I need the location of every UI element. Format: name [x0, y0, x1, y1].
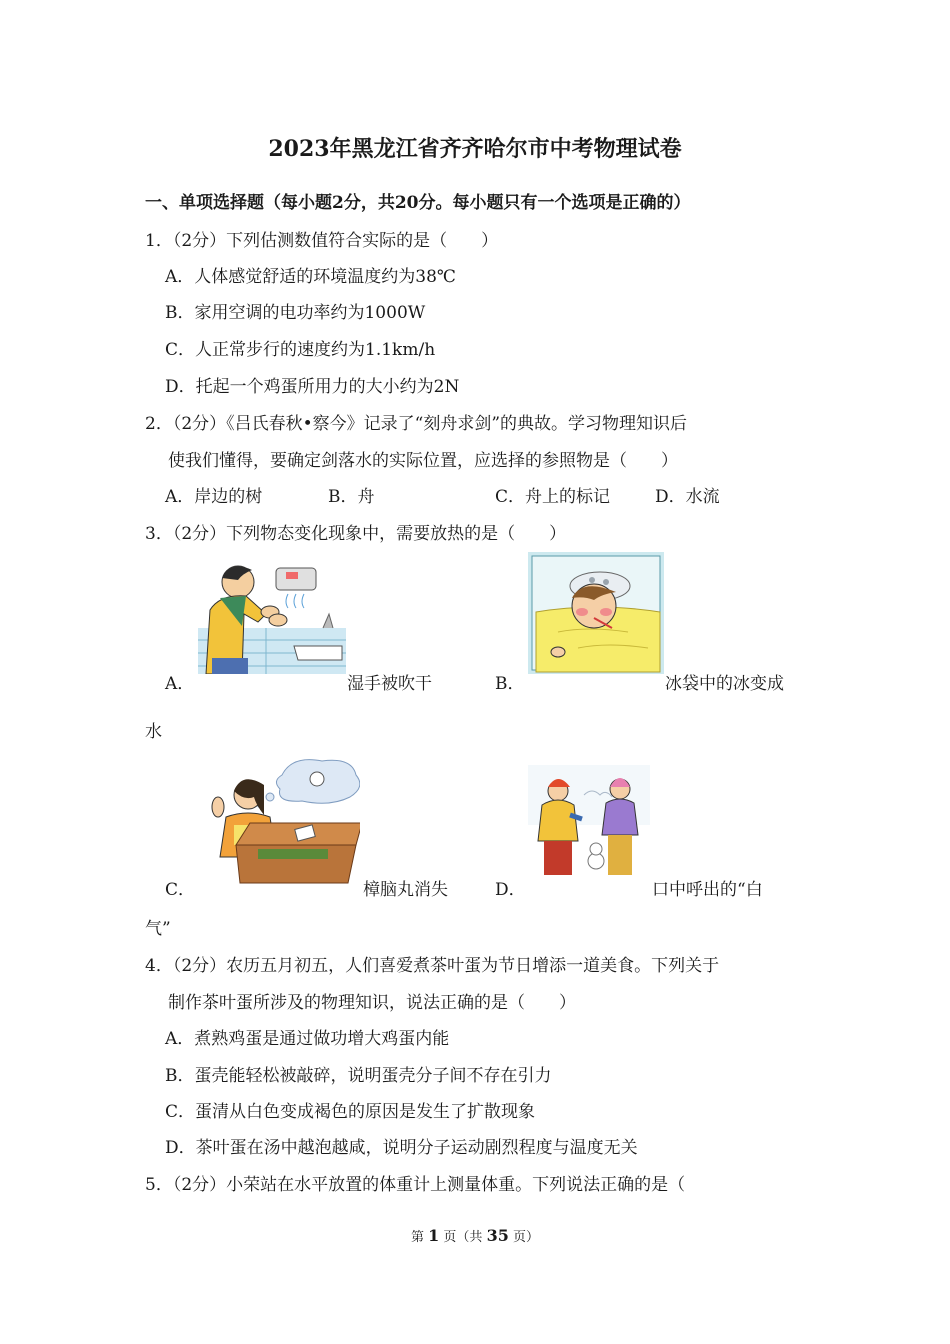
question-2-option-a: A．岸边的树: [165, 487, 263, 507]
question-1-stem: 1．（2分）下列估测数值符合实际的是（ ）: [145, 231, 499, 251]
question-3-option-d-text: 口中呼出的“白: [652, 880, 763, 900]
question-4-stem-line-2: 制作茶叶蛋所涉及的物理知识，说法正确的是（ ）: [168, 993, 576, 1013]
question-1-option-c: C．人正常步行的速度约为1.1km/h: [165, 340, 436, 360]
question-2-option-d: D．水流: [655, 487, 720, 507]
question-3-option-d-wrap: 气”: [145, 919, 171, 939]
question-3-option-b-letter: B．: [495, 674, 525, 694]
question-2-option-b: B．舟: [328, 487, 375, 507]
question-1-option-d: D．托起一个鸡蛋所用力的大小约为2N: [165, 377, 460, 397]
footer-prefix: 第: [410, 1230, 424, 1245]
question-2-option-c: C．舟上的标记: [495, 487, 611, 507]
footer-total-pages: 35: [486, 1226, 509, 1245]
hand-dryer-illustration: [198, 558, 346, 674]
question-1-option-a: A．人体感觉舒适的环境温度约为38℃: [165, 267, 456, 287]
ice-bag-illustration: [528, 552, 664, 674]
page-footer: [0, 1226, 950, 1245]
question-3-option-c-letter: C．: [165, 880, 196, 900]
question-4-option-c: C．蛋清从白色变成褐色的原因是发生了扩散现象: [165, 1102, 536, 1122]
question-3-option-a-text: 湿手被吹干: [347, 674, 432, 694]
question-3-stem: 3．（2分）下列物态变化现象中，需要放热的是（ ）: [145, 524, 567, 544]
question-1-option-b: B．家用空调的电功率约为1000W: [165, 303, 426, 323]
question-3-option-b-text: 冰袋中的冰变成: [665, 674, 784, 694]
question-5-stem: 5．（2分）小荣站在水平放置的体重计上测量体重。下列说法正确的是（: [145, 1175, 686, 1195]
question-3-option-d-letter: D．: [495, 880, 526, 900]
question-3-option-b-wrap: 水: [145, 722, 162, 742]
question-2-stem-line-1: 2．（2分）《吕氏春秋•察今》记录了“刻舟求剑”的典故。学习物理知识后: [145, 414, 688, 434]
footer-suffix: 页）: [512, 1230, 539, 1245]
footer-middle: 页（共: [443, 1230, 483, 1245]
question-4-stem-line-1: 4．（2分）农历五月初五，人们喜爱煮茶叶蛋为节日增添一道美食。下列关于: [145, 956, 720, 976]
question-4-option-d: D．茶叶蛋在汤中越泡越咸，说明分子运动剧烈程度与温度无关: [165, 1138, 638, 1158]
question-4-option-b: B．蛋壳能轻松被敲碎，说明蛋壳分子间不存在引力: [165, 1066, 552, 1086]
cold-breath-illustration: [528, 765, 650, 885]
question-4-option-a: A．煮熟鸡蛋是通过做功增大鸡蛋内能: [165, 1029, 450, 1049]
question-3-option-c-text: 樟脑丸消失: [363, 880, 448, 900]
question-2-stem-line-2: 使我们懂得，要确定剑落水的实际位置，应选择的参照物是（ ）: [168, 451, 678, 471]
question-3-option-a-letter: A．: [165, 674, 195, 694]
footer-page-number: 1: [428, 1226, 440, 1245]
section-heading: 一、单项选择题（每小题2分，共20分。每小题只有一个选项是正确的）: [145, 193, 691, 213]
page-title: 2023年黑龙江省齐齐哈尔市中考物理试卷: [268, 136, 682, 162]
mothball-chest-illustration: [198, 755, 360, 885]
